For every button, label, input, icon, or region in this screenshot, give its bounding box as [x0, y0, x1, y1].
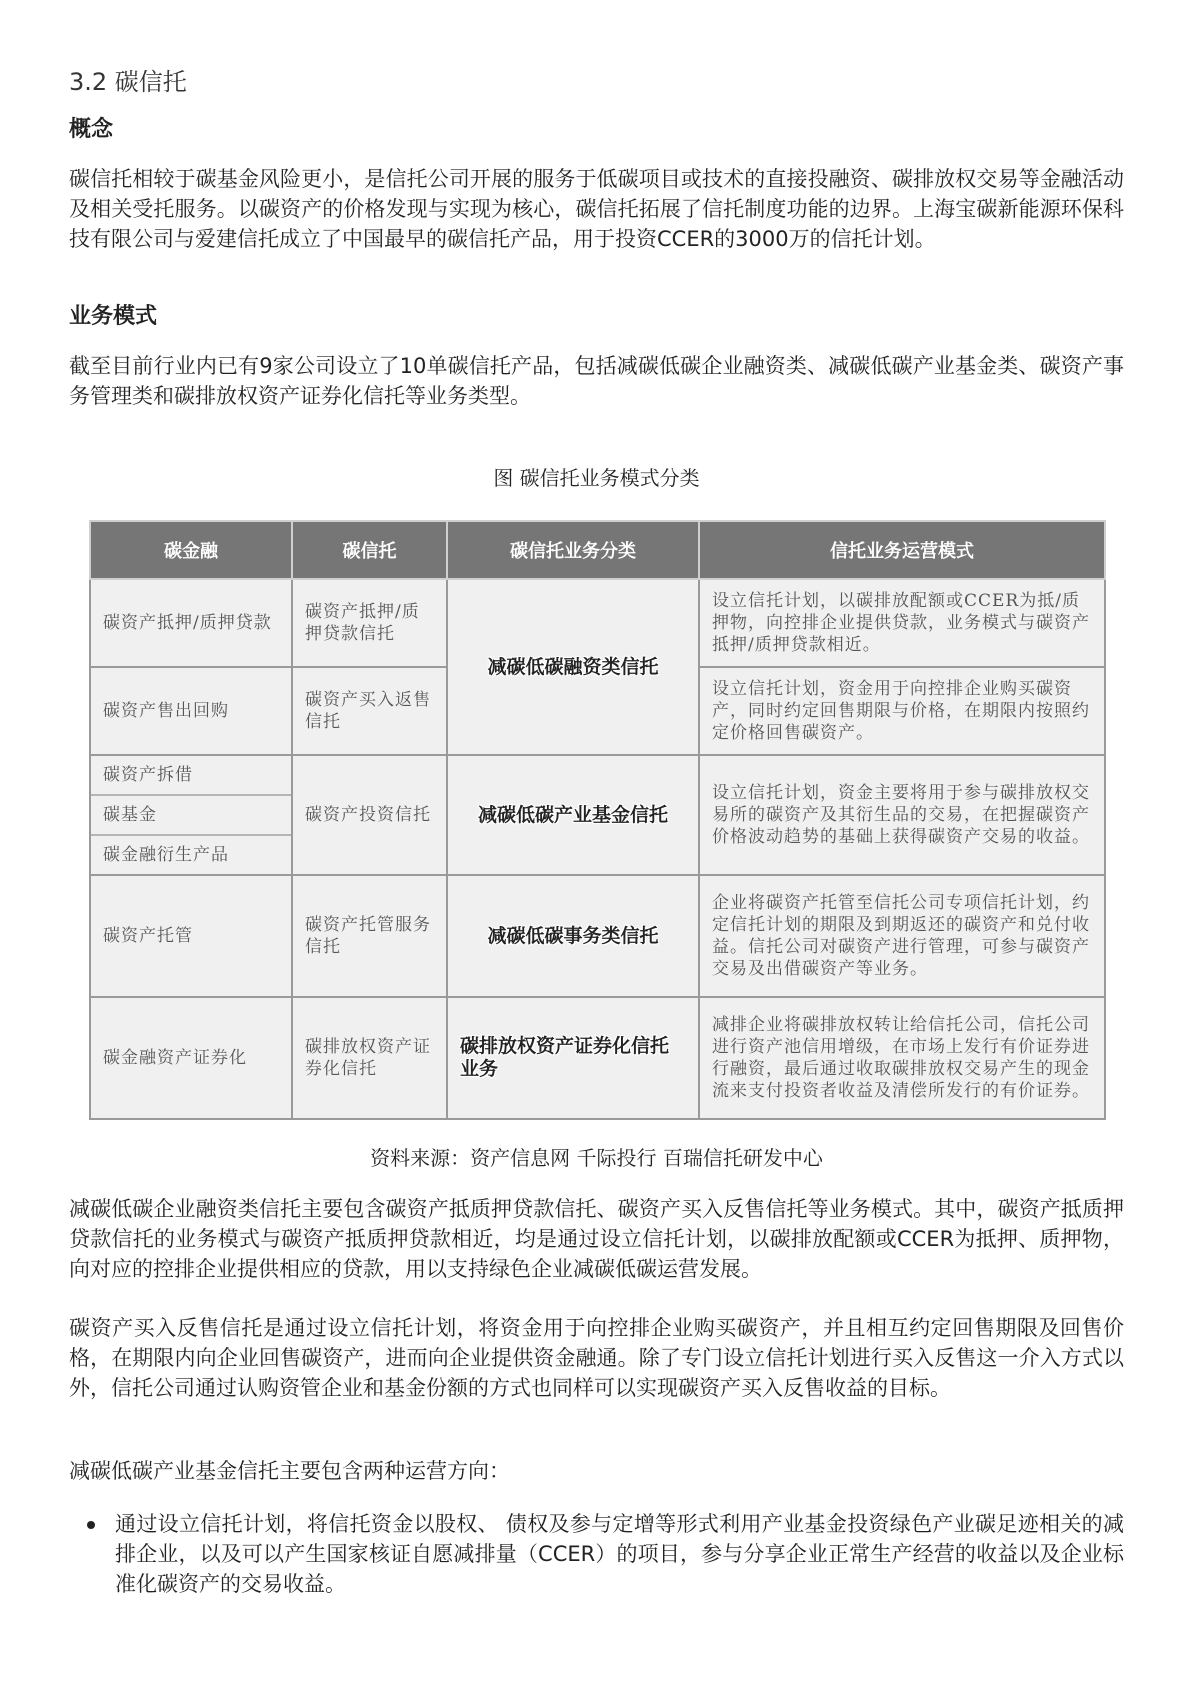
financing-paragraph: 减碳低碳企业融资类信托主要包含碳资产抵质押贷款信托、碳资产买入反售信托等业务模式。其中，碳资产抵质押贷款信托的业务模式与碳资产抵质押贷款相近，均是通过设立信托计划，以碳排放配额或CCER为抵押、质押物，向对应的控排企业提供相应的贷款，用以支持绿色企业减碳低碳运营发展。	[69, 1197, 1124, 1281]
fund-bullet-list	[69, 1509, 1124, 1599]
category-cell	[447, 579, 699, 755]
trust-classification-table	[89, 520, 1106, 1120]
table-row	[90, 579, 1105, 667]
trust-cell: 碳排放权资产证券化信托	[292, 997, 447, 1119]
section-title: 3.2 碳信托	[69, 68, 187, 96]
category-label: 碳排放权资产证券化信托业务	[460, 1035, 670, 1080]
concept-heading: 概念	[69, 117, 114, 142]
operation-cell: 设立信托计划，以碳排放配额或CCER为抵/质押物，向控排企业提供贷款，业务模式与碳资产抵押/质押贷款相近。	[699, 579, 1105, 667]
operation-cell: 设立信托计划，资金用于向控排企业购买碳资产，同时约定回售期限与价格，在期限内按照约定价格回售碳资产。	[699, 667, 1105, 755]
fin-subcell: 碳资产拆借	[91, 756, 291, 796]
header-cell: 碳信托	[292, 521, 447, 579]
fin-cell: 碳资产售出回购	[90, 667, 292, 755]
category-label: 减碳低碳产业基金信托	[477, 803, 668, 826]
category-cell	[447, 997, 699, 1119]
list-item	[115, 1509, 1124, 1599]
trust-cell: 碳资产托管服务信托	[292, 875, 447, 997]
figure-caption: 图 碳信托业务模式分类	[493, 466, 700, 490]
trust-cell: 碳资产投资信托	[292, 755, 447, 875]
figure-source: 资料来源：资产信息网 千际投行 百瑞信托研发中心	[370, 1146, 823, 1170]
header-cell: 信托业务运营模式	[699, 521, 1105, 579]
table-header-row	[90, 521, 1105, 579]
category-cell	[447, 755, 699, 875]
fin-cell: 碳金融资产证券化	[90, 997, 292, 1119]
operation-cell: 设立信托计划，资金主要将用于参与碳排放权交易所的碳资产及其衍生品的交易，在把握碳资产价格波动趋势的基础上获得碳资产交易的收益。	[699, 755, 1105, 875]
business-heading: 业务模式	[69, 304, 158, 329]
operation-cell: 企业将碳资产托管至信托公司专项信托计划，约定信托计划的期限及到期返还的碳资产和兑付收益。信托公司对碳资产进行管理，可参与碳资产交易及出借碳资产等业务。	[699, 875, 1105, 997]
fin-subcell: 碳金融衍生产品	[103, 845, 229, 865]
list-item-text: 通过设立信托计划，将信托资金以股权、 债权及参与定增等形式利用产业基金投资绿色产业碳足迹相关的减排企业，以及可以产生国家核证自愿减排量（CCER）的项目，参与分享企业正常生产经营的收益以及企业标准化碳资产的交易收益。	[115, 1512, 1124, 1596]
fin-cell-stack	[90, 755, 292, 875]
header-cell: 碳信托业务分类	[447, 521, 699, 579]
table-row	[90, 875, 1105, 997]
category-cell	[447, 875, 699, 997]
figure-table-image	[89, 520, 1104, 1115]
bullet-dot-icon	[87, 1521, 95, 1529]
fin-cell: 碳资产抵押/质押贷款	[90, 579, 292, 667]
fin-cell: 碳资产托管	[90, 875, 292, 997]
trust-cell: 碳资产买入返售信托	[292, 667, 447, 755]
fin-subcell: 碳基金	[91, 796, 291, 836]
category-label: 减碳低碳事务类信托	[487, 924, 659, 947]
table-row	[90, 997, 1105, 1119]
fund-intro-paragraph: 减碳低碳产业基金信托主要包含两种运营方向：	[69, 1459, 510, 1483]
operation-cell: 减排企业将碳排放权转让给信托公司，信托公司进行资产池信用增级，在市场上发行有价证券进行融资，最后通过收取碳排放权交易产生的现金流来支付投资者收益及清偿所发行的有价证券。	[699, 997, 1105, 1119]
header-cell: 碳金融	[90, 521, 292, 579]
table-row	[90, 755, 1105, 875]
business-paragraph: 截至目前行业内已有9家公司设立了10单碳信托产品，包括减碳低碳企业融资类、减碳低碳产业基金类、碳资产事务管理类和碳排放权资产证券化信托等业务类型。	[69, 354, 1124, 408]
concept-paragraph: 碳信托相较于碳基金风险更小，是信托公司开展的服务于低碳项目或技术的直接投融资、碳排放权交易等金融活动及相关受托服务。以碳资产的价格发现与实现为核心，碳信托拓展了信托制度功能的边界。上海宝碳新能源环保科技有限公司与爱建信托成立了中国最早的碳信托产品，用于投资CCER的3000万的信托计划。	[69, 167, 1124, 251]
trust-cell: 碳资产抵押/质押贷款信托	[292, 579, 447, 667]
buyback-paragraph: 碳资产买入反售信托是通过设立信托计划，将资金用于向控排企业购买碳资产，并且相互约定回售期限及回售价格，在期限内向企业回售碳资产，进而向企业提供资金融通。除了专门设立信托计划进行买入反售这一介入方式以外，信托公司通过认购资管企业和基金份额的方式也同样可以实现碳资产买入反售收益的目标。	[69, 1316, 1124, 1400]
category-label: 减碳低碳融资类信托	[487, 655, 659, 678]
